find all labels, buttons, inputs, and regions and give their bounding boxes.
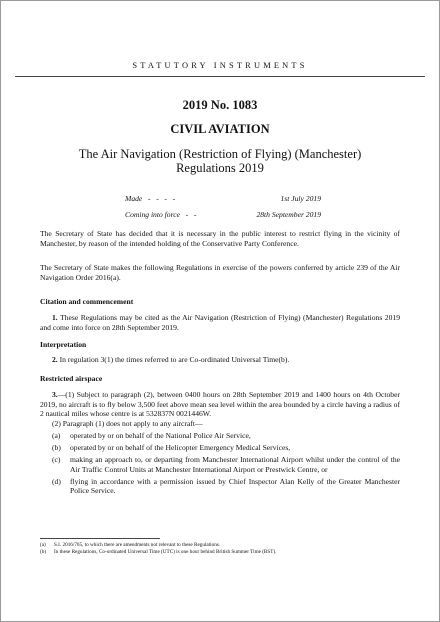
list-item <box>40 477 400 496</box>
date-label: Coming into force - - <box>125 210 197 219</box>
item-text: flying in accordance with a permission issued by Chief Inspector Alan Kelly of the Greater Manchester Police Service. <box>70 477 400 496</box>
date-value: 28th September 2019 <box>256 210 321 219</box>
footnote-text: S.I. 2016/765, to which there are amendments not relevant to these Regulations. <box>54 542 221 548</box>
regulation-text: —(1) Subject to paragraph (2), between 0400 hours on 28th September 2019 and 1400 hours on 4th October 2019, no aircraft is to fly below 3,500 feet above mean sea level within the area bounded by a circle having a radius of 2 nautical miles whose centre is at 532837N 0021446W. <box>40 390 400 419</box>
dates-block <box>125 194 321 226</box>
item-label: (d) <box>52 477 61 487</box>
list-item <box>40 443 400 452</box>
item-text: making an approach to, or departing from Manchester International Airport whilst under the control of the Air Traffic Control Units at Manchester International Airport or Prestwick Centre, or <box>70 455 400 474</box>
footnote-text: In these Regulations, Co-ordinated Universal Time (UTC) is one hour behind British Summer Time (BST). <box>54 549 277 555</box>
item-text: operated by or on behalf of the Helicopter Emergency Medical Services, <box>70 443 291 453</box>
intro-paragraph-1: The Secretary of State has decided that it is necessary in the public interest to restrict flying in the vicinity of Manchester, by reason of the intended holding of the Conservative Party Conference. <box>40 229 400 248</box>
section-heading-interpretation: Interpretation <box>40 340 87 349</box>
subject-heading: CIVIL AVIATION <box>170 122 270 136</box>
item-label: (c) <box>52 455 61 465</box>
regulation-1 <box>40 313 400 332</box>
section-heading-citation: Citation and commencement <box>40 297 134 306</box>
footnote <box>40 542 400 549</box>
section-heading-restricted-airspace: Restricted airspace <box>40 374 103 383</box>
footnote <box>40 549 400 556</box>
regulation-2 <box>40 355 400 365</box>
intro-paragraph-2: The Secretary of State makes the following Regulations in exercise of the powers conferred by article 239 of the Air Navigation Order 2016(a). <box>40 263 400 282</box>
item-label: (b) <box>52 443 61 453</box>
instrument-number: 2019 No. 1083 <box>182 98 258 112</box>
regulation-text: These Regulations may be cited as the Air Navigation (Restriction of Flying) (Manchester) Regulations 2019 and come into force on 28th September 2019. <box>40 313 400 332</box>
date-label: Made - - - - <box>125 194 176 203</box>
date-row-made <box>125 194 321 210</box>
footnote-label: (a) <box>40 542 46 548</box>
list-item <box>40 455 400 474</box>
item-text: operated by or on behalf of the National Police Air Service, <box>70 431 251 440</box>
regulation-number: 3. <box>52 390 58 399</box>
list-item <box>40 431 400 440</box>
regulation-3 <box>40 390 400 419</box>
footnote-label: (b) <box>40 549 47 555</box>
regulation-text: In regulation 3(1) the times referred to are Co-ordinated Universal Time(b). <box>57 355 290 364</box>
item-label: (a) <box>52 431 61 440</box>
exemption-list <box>40 431 400 499</box>
series-heading: STATUTORY INSTRUMENTS <box>15 61 425 77</box>
date-value: 1st July 2019 <box>280 194 321 203</box>
regulation-3-paragraph-2: (2) Paragraph (1) does not apply to any aircraft— <box>52 419 203 428</box>
regulations-title: The Air Navigation (Restriction of Flying) (Manchester) Regulations 2019 <box>78 147 362 175</box>
regulation-number: 2. <box>52 355 58 364</box>
date-row-coming-into-force <box>125 210 321 226</box>
regulation-number: 1. <box>52 313 58 322</box>
footnote-divider <box>40 538 160 539</box>
footnotes <box>40 542 400 556</box>
